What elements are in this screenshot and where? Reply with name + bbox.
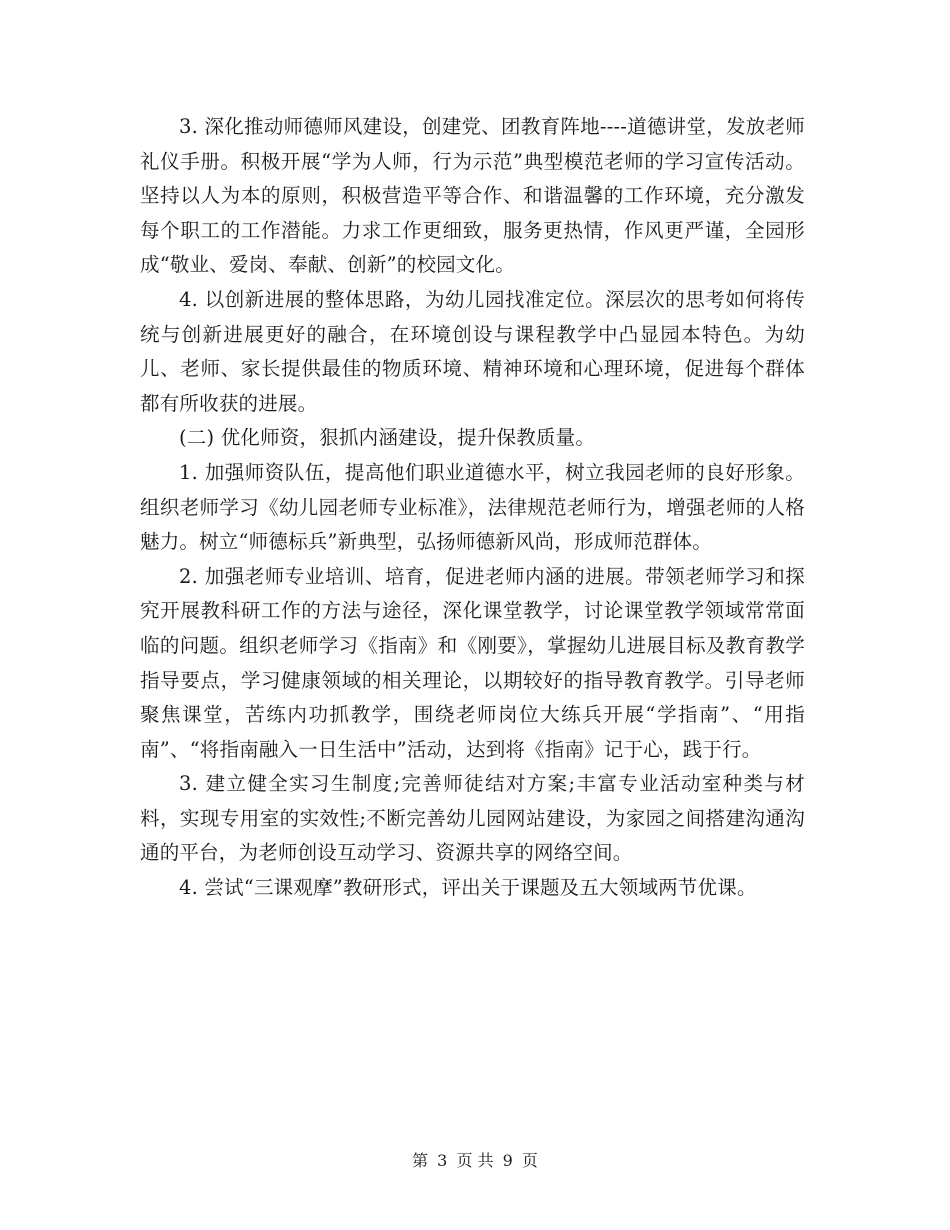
paragraph: 3. 建立健全实习生制度;完善师徒结对方案;丰富专业活动室种类与材料，实现专用室的实效性;不断完善幼儿园网站建设，为家园之间搭建沟通沟通的平台，为老师创设互动学习、资源共享的网络空间。 xyxy=(140,772,805,865)
footer-prefix: 第 xyxy=(412,1151,429,1170)
footer-suffix: 页 xyxy=(521,1151,538,1170)
paragraph: 2. 加强老师专业培训、培育，促进老师内涵的进展。带领老师学习和探究开展教科研工作的方法与途径，深化课堂教学，讨论课堂教学领域常常面临的问题。组织老师学习《指南》和《刚要》，掌握幼儿进展目标及教育教学指导要点，学习健康领域的相关理论，以期较好的指导教育教学。引导老师聚焦课堂，苦练内功抓教学，围绕老师岗位大练兵开展“学指南”、“用指南”、“将指南融入一日生活中”活动，达到将《指南》记于心，践于行。 xyxy=(140,564,805,761)
paragraph: 3. 深化推动师德师风建设，创建党、团教育阵地----道德讲堂，发放老师礼仪手册。积极开展“学为人师，行为示范”典型模范老师的学习宣传活动。坚持以人为本的原则，积极营造平等合作、和谐温馨的工作环境，充分激发每个职工的工作潜能。力求工作更细致，服务更热情，作风更严谨，全园形成“敬业、爱岗、奉献、创新”的校园文化。 xyxy=(140,115,805,277)
page-footer xyxy=(0,1150,950,1172)
paragraph: 4. 尝试“三课观摩”教研形式，评出关于课题及五大领域两节优课。 xyxy=(179,876,757,900)
footer-page-number: 3 xyxy=(437,1151,448,1170)
footer-total-pages: 9 xyxy=(502,1151,513,1170)
paragraph: 4. 以创新进展的整体思路，为幼儿园找准定位。深层次的思考如何将传统与创新进展更好的融合，在环境创设与课程教学中凸显园本特色。为幼儿、老师、家长提供最佳的物质环境、精神环境和心理环境，促进每个群体都有所收获的进展。 xyxy=(140,287,805,415)
document-body xyxy=(140,110,805,906)
section-heading: (二) 优化师资，狠抓内涵建设，提升保教质量。 xyxy=(179,426,596,450)
paragraph: 1. 加强师资队伍，提高他们职业道德水平，树立我园老师的良好形象。组织老师学习《幼儿园老师专业标准》，法律规范老师行为，增强老师的人格魅力。树立“师德标兵”新典型，弘扬师德新风尚，形成师范群体。 xyxy=(140,460,805,554)
footer-middle: 页 共 xyxy=(456,1151,494,1170)
